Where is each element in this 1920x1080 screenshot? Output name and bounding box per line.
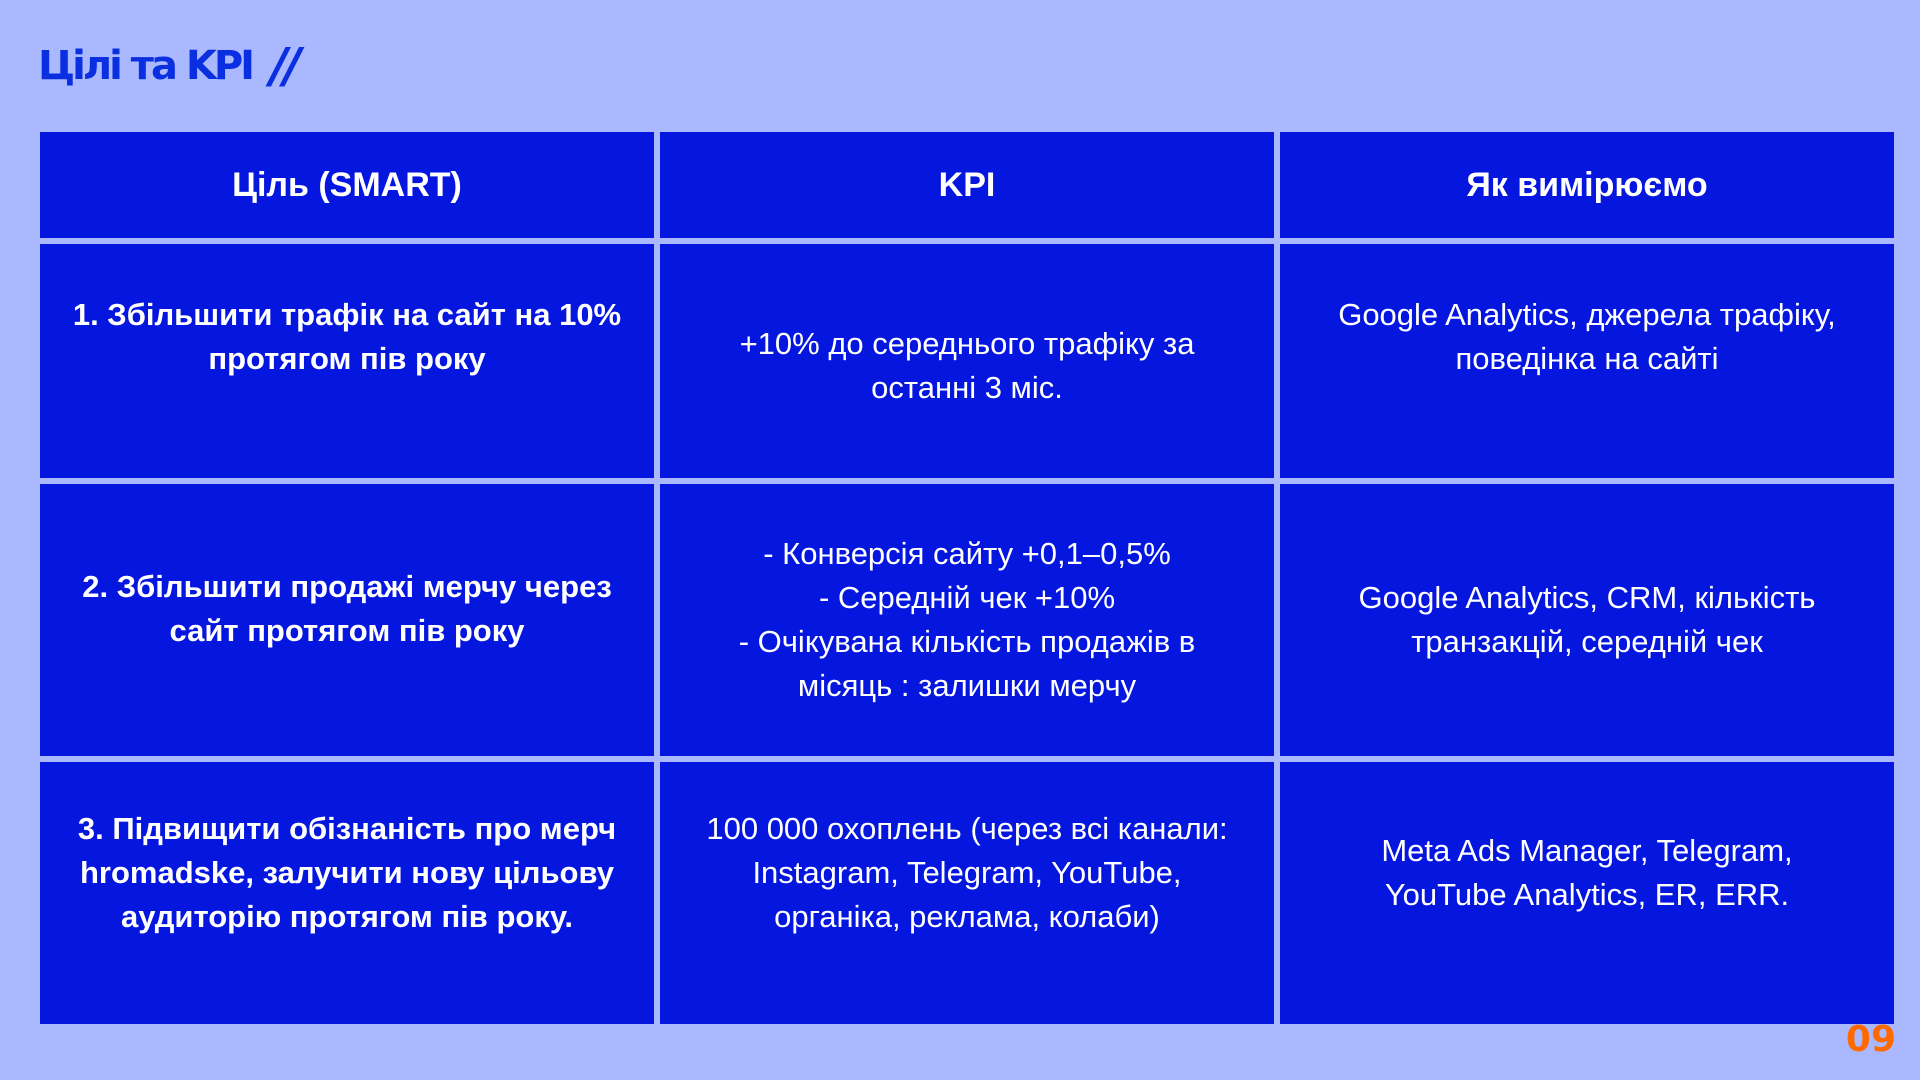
row1-goal: 1. Збільшити трафік на сайт на 10% протягом пів року [40,244,654,478]
header-measure: Як вимірюємо [1280,132,1894,238]
row3-measure: Meta Ads Manager, Telegram, YouTube Analytics, ER, ERR. [1280,762,1894,1024]
row2-goal: 2. Збільшити продажі мерчу через сайт протягом пів року [40,484,654,756]
row2-measure: Google Analytics, CRM, кількість транзакцій, середній чек [1280,484,1894,756]
goals-kpi-table [40,132,1894,1018]
header-kpi: KPI [660,132,1274,238]
slide-title: Цілі та KPI [38,43,253,89]
row1-kpi: +10% до середнього трафіку за останні 3 міс. [660,244,1274,478]
page-number: 09 [1845,1019,1896,1060]
slide-header [38,38,297,94]
row2-kpi: - Конверсія сайту +0,1–0,5% - Середній чек +10% - Очікувана кількість продажів в місяць : залишки мерчу [660,484,1274,756]
row3-goal: 3. Підвищити обізнаність про мерч hromadske, залучити нову цільову аудиторію протягом пів року. [40,762,654,1024]
row1-measure: Google Analytics, джерела трафіку, поведінка на сайті [1280,244,1894,478]
title-slashes: // [270,38,298,94]
header-goal: Ціль (SMART) [40,132,654,238]
row3-kpi: 100 000 охоплень (через всі канали: Instagram, Telegram, YouTube, органіка, реклама, колаби) [660,762,1274,1024]
